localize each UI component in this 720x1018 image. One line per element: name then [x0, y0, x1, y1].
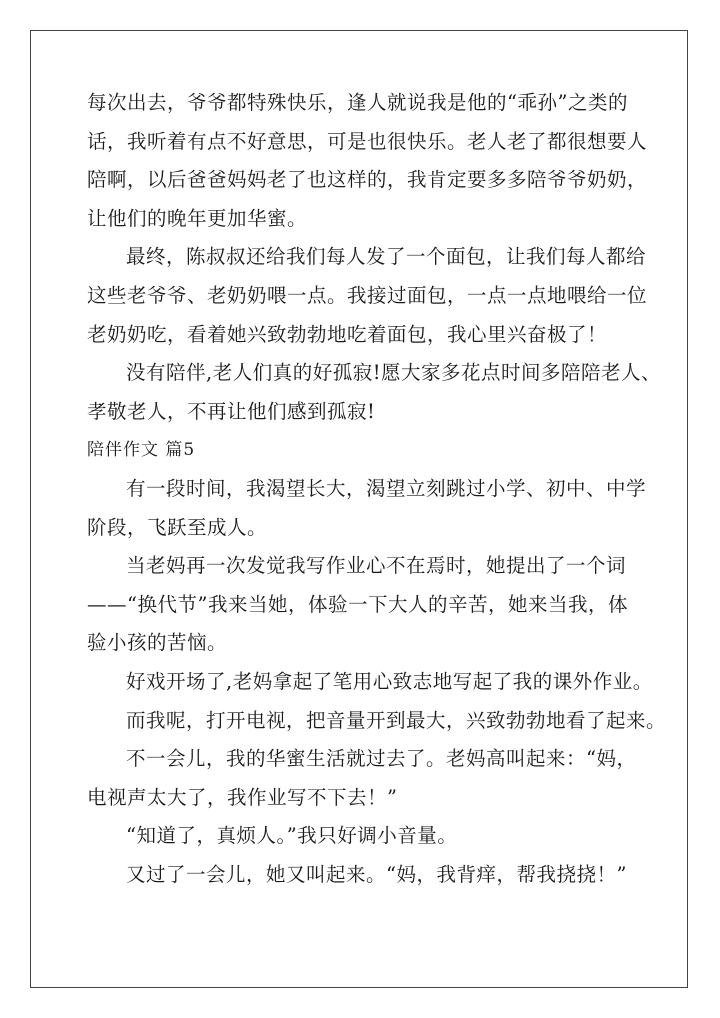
text-line: 阶段，飞跃至成人。 — [87, 515, 268, 539]
text-line: 每次出去，爷爷都特殊快乐，逢人就说我是他的“乖孙”之类的 — [87, 91, 628, 114]
paragraph — [87, 740, 643, 817]
section-heading: 陪伴作文 篇5 — [87, 440, 196, 461]
text-line: 当老妈再一次发觉我写作业心不在焉时，她提出了一个词 — [126, 554, 627, 578]
paragraph — [87, 663, 653, 702]
text-line: 而我呢，打开电视，把音量开到最大，兴致勃勃地看了起来。 — [126, 708, 667, 732]
paragraph — [87, 84, 648, 238]
text-line: 好戏开场了,老妈拿起了笔用心致志地写起了我的课外作业。 — [126, 669, 653, 693]
text-line: 让他们的晚年更加华蜜。 — [87, 206, 308, 230]
text-line: 有一段时间，我渴望长大，渴望立刻跳过小学、初中、中学 — [126, 476, 647, 500]
paragraph — [87, 547, 643, 663]
text-line: 孝敬老人，不再让他们感到孤寂! — [87, 399, 376, 423]
paragraph — [87, 238, 648, 354]
paragraph — [87, 702, 667, 741]
paragraph — [87, 354, 662, 431]
text-line: 最终，陈叔叔还给我们每人发了一个面包，让我们每人都给 — [126, 245, 647, 269]
text-line: 这些老爷爷、老奶奶喂一点。我接过面包，一点一点地喂给一位 — [87, 283, 648, 307]
text-line: 电视声太大了，我作业写不下去！” — [87, 785, 398, 809]
text-line: “知道了，真烦人。”我只好调小音量。 — [126, 824, 458, 848]
text-line: ——“换代节”我来当她，体验一下大人的辛苦，她来当我，体 — [87, 592, 628, 616]
text-line: 老奶奶吃，看着她兴致勃勃地吃着面包，我心里兴奋极了！ — [87, 322, 608, 346]
text-line: 不一会儿，我的华蜜生活就过去了。老妈高叫起来：“妈， — [126, 747, 637, 771]
document-body — [87, 84, 667, 894]
paragraph — [87, 470, 647, 547]
text-line: 没有陪伴,老人们真的好孤寂!愿大家多花点时间多陪陪老人、 — [126, 361, 662, 385]
paragraph — [87, 856, 643, 895]
text-line: 陪啊，以后爸爸妈妈老了也这样的，我肯定要多多陪爷爷奶奶， — [87, 168, 648, 192]
text-line: 又过了一会儿，她又叫起来。“妈，我背痒，帮我挠挠！” — [126, 862, 627, 886]
text-line: 验小孩的苦恼。 — [87, 631, 228, 655]
text-line: 话，我听着有点不好意思，可是也很快乐。老人老了都很想要人 — [87, 129, 648, 153]
paragraph — [87, 817, 643, 856]
